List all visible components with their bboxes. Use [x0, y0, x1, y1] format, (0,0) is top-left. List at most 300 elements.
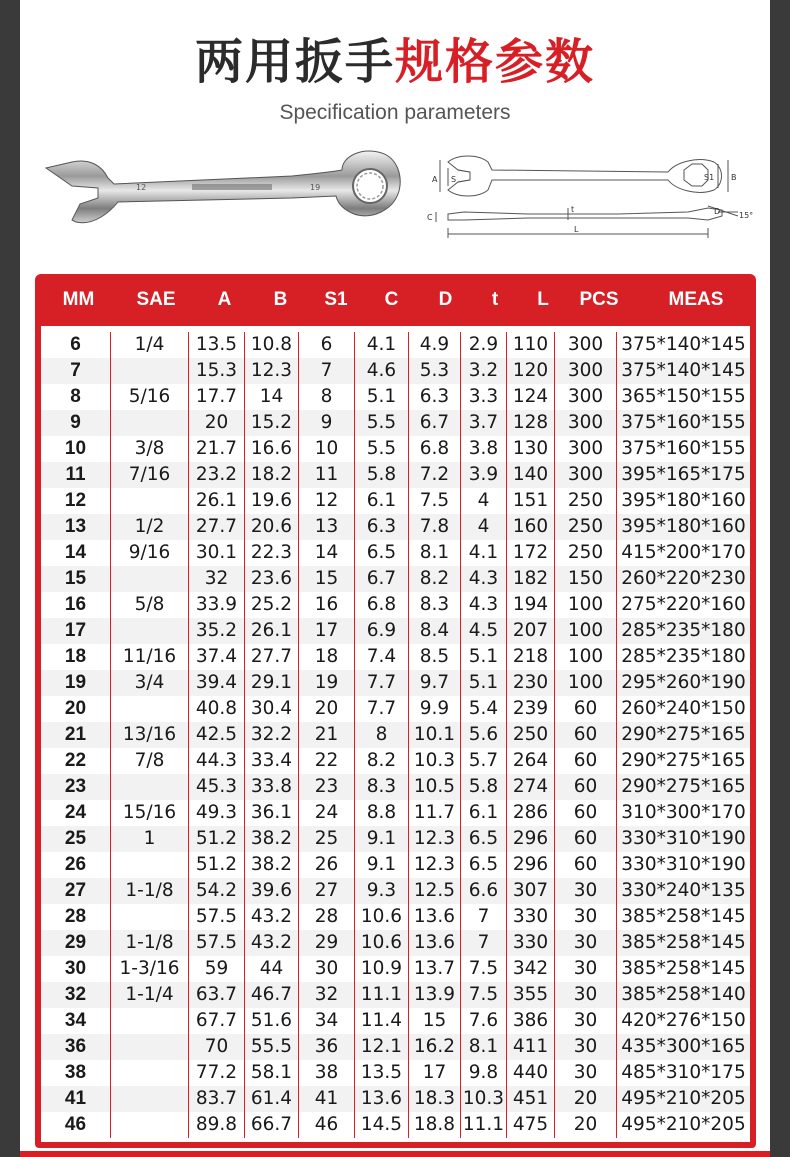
- drawing-label-t: t: [571, 205, 575, 214]
- cell-sae: 5/8: [111, 592, 189, 618]
- page-subtitle: Specification parameters: [279, 101, 511, 124]
- cell-t: 5.8: [461, 774, 507, 800]
- cell-sae: [111, 358, 189, 384]
- cell-sae: [111, 1112, 189, 1138]
- cell-sae: [111, 852, 189, 878]
- cell-d: 9.9: [409, 696, 461, 722]
- cell-s1: 13: [299, 514, 355, 540]
- cell-pcs: 60: [555, 852, 617, 878]
- table-row: [41, 514, 750, 540]
- cell-a: 15.3: [189, 358, 245, 384]
- cell-sae: 1: [111, 826, 189, 852]
- table-row: [41, 644, 750, 670]
- cell-l: 239: [507, 696, 555, 722]
- cell-l: 475: [507, 1112, 555, 1138]
- cell-s1: 20: [299, 696, 355, 722]
- cell-b: 16.6: [245, 436, 299, 462]
- cell-a: 70: [189, 1034, 245, 1060]
- cell-c: 6.9: [355, 618, 409, 644]
- cell-sae: [111, 1008, 189, 1034]
- cell-t: 9.8: [461, 1060, 507, 1086]
- cell-d: 12.3: [409, 826, 461, 852]
- cell-d: 8.1: [409, 540, 461, 566]
- table-row: [41, 826, 750, 852]
- cell-c: 8.8: [355, 800, 409, 826]
- spec-table: [35, 274, 756, 1148]
- cell-a: 23.2: [189, 462, 245, 488]
- cell-b: 10.8: [245, 332, 299, 358]
- cell-t: 4: [461, 514, 507, 540]
- cell-s1: 8: [299, 384, 355, 410]
- title-part-1: 两用扳手: [194, 34, 395, 90]
- page-title: [20, 30, 770, 94]
- cell-t: 7: [461, 930, 507, 956]
- table-row: [41, 800, 750, 826]
- cell-a: 57.5: [189, 904, 245, 930]
- cell-b: 44: [245, 956, 299, 982]
- cell-sae: [111, 618, 189, 644]
- cell-pcs: 100: [555, 670, 617, 696]
- cell-a: 40.8: [189, 696, 245, 722]
- cell-s1: 21: [299, 722, 355, 748]
- cell-d: 8.4: [409, 618, 461, 644]
- cell-meas: 290*275*165: [621, 750, 746, 771]
- table-row: [41, 1060, 750, 1086]
- cell-pcs: 60: [555, 696, 617, 722]
- cell-s1: 10: [299, 436, 355, 462]
- cell-t: 5.1: [461, 644, 507, 670]
- cell-meas: 330*240*135: [621, 880, 746, 901]
- cell-c: 6.7: [355, 566, 409, 592]
- table-row: [41, 540, 750, 566]
- table-row: [41, 1034, 750, 1060]
- cell-c: 10.9: [355, 956, 409, 982]
- cell-pcs: 60: [555, 722, 617, 748]
- cell-meas: 275*220*160: [621, 594, 746, 615]
- cell-d: 10.5: [409, 774, 461, 800]
- cell-a: 54.2: [189, 878, 245, 904]
- cell-s1: 16: [299, 592, 355, 618]
- drawing-label-c: C: [427, 213, 433, 222]
- cell-d: 6.3: [409, 384, 461, 410]
- cell-d: 6.8: [409, 436, 461, 462]
- wrench-photo-image: [42, 150, 402, 230]
- table-row: [41, 930, 750, 956]
- cell-pcs: 300: [555, 384, 617, 410]
- cell-d: 18.8: [409, 1112, 461, 1138]
- cell-l: 182: [507, 566, 555, 592]
- cell-s1: 7: [299, 358, 355, 384]
- table-row: [41, 774, 750, 800]
- cell-l: 218: [507, 644, 555, 670]
- cell-mm: 24: [41, 800, 111, 826]
- table-row: [41, 956, 750, 982]
- cell-c: 9.1: [355, 826, 409, 852]
- cell-t: 10.3: [461, 1086, 507, 1112]
- cell-l: 451: [507, 1086, 555, 1112]
- cell-b: 25.2: [245, 592, 299, 618]
- cell-b: 20.6: [245, 514, 299, 540]
- cell-meas: 385*258*145: [621, 906, 746, 927]
- column-header-a: A: [217, 289, 232, 310]
- cell-pcs: 60: [555, 800, 617, 826]
- cell-meas: 385*258*140: [621, 984, 746, 1005]
- cell-d: 13.9: [409, 982, 461, 1008]
- drawing-label-s: S: [451, 175, 457, 184]
- cell-s1: 9: [299, 410, 355, 436]
- cell-t: 2.9: [461, 332, 507, 358]
- cell-l: 130: [507, 436, 555, 462]
- cell-t: 5.4: [461, 696, 507, 722]
- cell-t: 3.7: [461, 410, 507, 436]
- cell-sae: 9/16: [111, 540, 189, 566]
- cell-d: 16.2: [409, 1034, 461, 1060]
- cell-b: 33.4: [245, 748, 299, 774]
- cell-b: 30.4: [245, 696, 299, 722]
- cell-t: 6.5: [461, 826, 507, 852]
- cell-b: 18.2: [245, 462, 299, 488]
- table-row: [41, 358, 750, 384]
- cell-a: 35.2: [189, 618, 245, 644]
- cell-pcs: 300: [555, 358, 617, 384]
- cell-b: 15.2: [245, 410, 299, 436]
- cell-pcs: 20: [555, 1086, 617, 1112]
- cell-sae: 1/4: [111, 332, 189, 358]
- cell-b: 38.2: [245, 826, 299, 852]
- cell-meas: 365*150*155: [621, 386, 746, 407]
- cell-t: 3.3: [461, 384, 507, 410]
- cell-l: 274: [507, 774, 555, 800]
- cell-c: 12.1: [355, 1034, 409, 1060]
- cell-s1: 30: [299, 956, 355, 982]
- cell-meas: 290*275*165: [621, 776, 746, 797]
- cell-a: 42.5: [189, 722, 245, 748]
- cell-mm: 7: [41, 358, 111, 384]
- cell-b: 43.2: [245, 904, 299, 930]
- drawing-label-b: B: [731, 173, 737, 182]
- drawing-label-s1: S1: [704, 173, 715, 182]
- cell-b: 66.7: [245, 1112, 299, 1138]
- cell-c: 5.5: [355, 436, 409, 462]
- cell-sae: [111, 410, 189, 436]
- cell-d: 8.3: [409, 592, 461, 618]
- cell-mm: 17: [41, 618, 111, 644]
- cell-mm: 8: [41, 384, 111, 410]
- cell-s1: 22: [299, 748, 355, 774]
- cell-d: 10.3: [409, 748, 461, 774]
- cell-meas: 310*300*170: [621, 802, 746, 823]
- cell-l: 307: [507, 878, 555, 904]
- cell-l: 230: [507, 670, 555, 696]
- cell-b: 33.8: [245, 774, 299, 800]
- cell-a: 63.7: [189, 982, 245, 1008]
- cell-t: 4.1: [461, 540, 507, 566]
- cell-l: 342: [507, 956, 555, 982]
- wrench-technical-drawing: [418, 150, 758, 242]
- cell-s1: 17: [299, 618, 355, 644]
- cell-sae: [111, 488, 189, 514]
- drawing-label-angle: 15°: [739, 211, 754, 220]
- cell-meas: 295*260*190: [621, 672, 746, 693]
- cell-meas: 260*220*230: [621, 568, 746, 589]
- cell-b: 38.2: [245, 852, 299, 878]
- cell-mm: 26: [41, 852, 111, 878]
- cell-meas: 330*310*190: [621, 828, 746, 849]
- table-row: [41, 852, 750, 878]
- cell-pcs: 250: [555, 488, 617, 514]
- cell-sae: [111, 1086, 189, 1112]
- cell-meas: 435*300*165: [621, 1036, 746, 1057]
- table-row: [41, 592, 750, 618]
- table-row: [41, 332, 750, 358]
- cell-a: 13.5: [189, 332, 245, 358]
- cell-b: 32.2: [245, 722, 299, 748]
- cell-a: 44.3: [189, 748, 245, 774]
- cell-b: 43.2: [245, 930, 299, 956]
- cell-mm: 28: [41, 904, 111, 930]
- cell-b: 55.5: [245, 1034, 299, 1060]
- cell-meas: 375*140*145: [621, 334, 746, 355]
- cell-t: 7: [461, 904, 507, 930]
- cell-c: 10.6: [355, 904, 409, 930]
- cell-sae: [111, 1034, 189, 1060]
- cell-meas: 375*140*145: [621, 360, 746, 381]
- cell-b: 14: [245, 384, 299, 410]
- title-part-2: 规格参数: [395, 34, 596, 90]
- cell-meas: 375*160*155: [621, 412, 746, 433]
- cell-meas: 495*210*205: [621, 1088, 746, 1109]
- cell-pcs: 250: [555, 514, 617, 540]
- cell-b: 39.6: [245, 878, 299, 904]
- cell-sae: [111, 696, 189, 722]
- cell-l: 120: [507, 358, 555, 384]
- table-row: [41, 904, 750, 930]
- cell-sae: 7/16: [111, 462, 189, 488]
- cell-a: 37.4: [189, 644, 245, 670]
- column-header-pcs: PCS: [579, 289, 619, 310]
- cell-mm: 29: [41, 930, 111, 956]
- cell-sae: [111, 774, 189, 800]
- cell-meas: 395*180*160: [621, 516, 746, 537]
- cell-d: 12.3: [409, 852, 461, 878]
- cell-l: 110: [507, 332, 555, 358]
- cell-l: 440: [507, 1060, 555, 1086]
- cell-b: 26.1: [245, 618, 299, 644]
- cell-l: 124: [507, 384, 555, 410]
- cell-d: 11.7: [409, 800, 461, 826]
- table-row: [41, 566, 750, 592]
- cell-c: 4.1: [355, 332, 409, 358]
- cell-a: 39.4: [189, 670, 245, 696]
- cell-s1: 24: [299, 800, 355, 826]
- cell-t: 6.6: [461, 878, 507, 904]
- cell-a: 33.9: [189, 592, 245, 618]
- cell-l: 330: [507, 930, 555, 956]
- cell-mm: 15: [41, 566, 111, 592]
- cell-d: 10.1: [409, 722, 461, 748]
- cell-b: 51.6: [245, 1008, 299, 1034]
- cell-l: 207: [507, 618, 555, 644]
- cell-b: 19.6: [245, 488, 299, 514]
- table-header-row: [35, 274, 756, 326]
- cell-a: 67.7: [189, 1008, 245, 1034]
- cell-b: 36.1: [245, 800, 299, 826]
- cell-l: 330: [507, 904, 555, 930]
- photo-engraving-right: 19: [310, 183, 321, 192]
- cell-l: 296: [507, 852, 555, 878]
- cell-t: 5.7: [461, 748, 507, 774]
- cell-a: 57.5: [189, 930, 245, 956]
- cell-meas: 260*240*150: [621, 698, 746, 719]
- cell-d: 12.5: [409, 878, 461, 904]
- cell-c: 13.5: [355, 1060, 409, 1086]
- cell-d: 18.3: [409, 1086, 461, 1112]
- cell-l: 250: [507, 722, 555, 748]
- cell-c: 8.3: [355, 774, 409, 800]
- table-body: [41, 326, 750, 1142]
- cell-t: 11.1: [461, 1112, 507, 1138]
- cell-d: 7.2: [409, 462, 461, 488]
- cell-mm: 23: [41, 774, 111, 800]
- cell-t: 7.6: [461, 1008, 507, 1034]
- cell-meas: 290*275*165: [621, 724, 746, 745]
- cell-sae: 1-1/4: [111, 982, 189, 1008]
- cell-l: 194: [507, 592, 555, 618]
- cell-d: 13.6: [409, 904, 461, 930]
- cell-sae: 13/16: [111, 722, 189, 748]
- cell-l: 411: [507, 1034, 555, 1060]
- cell-a: 20: [189, 410, 245, 436]
- cell-s1: 34: [299, 1008, 355, 1034]
- table-row: [41, 982, 750, 1008]
- cell-mm: 41: [41, 1086, 111, 1112]
- table-row: [41, 1112, 750, 1138]
- cell-s1: 6: [299, 332, 355, 358]
- cell-t: 5.6: [461, 722, 507, 748]
- cell-c: 7.4: [355, 644, 409, 670]
- table-row: [41, 436, 750, 462]
- cell-s1: 36: [299, 1034, 355, 1060]
- cell-c: 8.2: [355, 748, 409, 774]
- table-row: [41, 1086, 750, 1112]
- table-row: [41, 618, 750, 644]
- cell-s1: 19: [299, 670, 355, 696]
- cell-mm: 22: [41, 748, 111, 774]
- cell-s1: 25: [299, 826, 355, 852]
- cell-sae: 7/8: [111, 748, 189, 774]
- cell-c: 6.5: [355, 540, 409, 566]
- cell-c: 13.6: [355, 1086, 409, 1112]
- cell-a: 32: [189, 566, 245, 592]
- cell-meas: 395*165*175: [621, 464, 746, 485]
- cell-t: 4.3: [461, 592, 507, 618]
- cell-mm: 30: [41, 956, 111, 982]
- column-header-s1: S1: [324, 289, 348, 310]
- cell-l: 386: [507, 1008, 555, 1034]
- cell-sae: 1-1/8: [111, 930, 189, 956]
- cell-c: 14.5: [355, 1112, 409, 1138]
- cell-mm: 9: [41, 410, 111, 436]
- cell-c: 7.7: [355, 696, 409, 722]
- cell-b: 27.7: [245, 644, 299, 670]
- column-header-meas: MEAS: [668, 289, 724, 310]
- table-row: [41, 722, 750, 748]
- drawing-label-d: D: [714, 207, 721, 216]
- cell-d: 9.7: [409, 670, 461, 696]
- cell-d: 8.5: [409, 644, 461, 670]
- cell-mm: 32: [41, 982, 111, 1008]
- cell-d: 4.9: [409, 332, 461, 358]
- cell-mm: 34: [41, 1008, 111, 1034]
- table-row: [41, 488, 750, 514]
- cell-mm: 25: [41, 826, 111, 852]
- column-header-l: L: [537, 289, 549, 310]
- cell-meas: 330*310*190: [621, 854, 746, 875]
- cell-c: 8: [355, 722, 409, 748]
- cell-c: 5.8: [355, 462, 409, 488]
- cell-pcs: 60: [555, 826, 617, 852]
- cell-s1: 38: [299, 1060, 355, 1086]
- cell-pcs: 100: [555, 618, 617, 644]
- cell-t: 7.5: [461, 982, 507, 1008]
- cell-mm: 38: [41, 1060, 111, 1086]
- cell-mm: 16: [41, 592, 111, 618]
- cell-d: 5.3: [409, 358, 461, 384]
- cell-sae: 1-3/16: [111, 956, 189, 982]
- cell-pcs: 150: [555, 566, 617, 592]
- cell-mm: 21: [41, 722, 111, 748]
- cell-pcs: 300: [555, 462, 617, 488]
- cell-pcs: 30: [555, 1060, 617, 1086]
- cell-l: 140: [507, 462, 555, 488]
- cell-mm: 12: [41, 488, 111, 514]
- cell-pcs: 300: [555, 332, 617, 358]
- table-row: [41, 384, 750, 410]
- cell-c: 10.6: [355, 930, 409, 956]
- cell-a: 51.2: [189, 852, 245, 878]
- cell-sae: 11/16: [111, 644, 189, 670]
- cell-d: 6.7: [409, 410, 461, 436]
- cell-t: 4.5: [461, 618, 507, 644]
- cell-c: 11.1: [355, 982, 409, 1008]
- cell-sae: 1-1/8: [111, 878, 189, 904]
- cell-t: 6.1: [461, 800, 507, 826]
- cell-pcs: 30: [555, 878, 617, 904]
- cell-t: 4.3: [461, 566, 507, 592]
- cell-mm: 13: [41, 514, 111, 540]
- cell-pcs: 30: [555, 930, 617, 956]
- cell-meas: 285*235*180: [621, 620, 746, 641]
- cell-s1: 27: [299, 878, 355, 904]
- cell-meas: 420*276*150: [621, 1010, 746, 1031]
- table-row: [41, 696, 750, 722]
- cell-mm: 14: [41, 540, 111, 566]
- cell-pcs: 100: [555, 592, 617, 618]
- cell-meas: 385*258*145: [621, 958, 746, 979]
- cell-mm: 27: [41, 878, 111, 904]
- cell-mm: 46: [41, 1112, 111, 1138]
- column-header-mm: MM: [62, 289, 95, 310]
- cell-pcs: 300: [555, 410, 617, 436]
- cell-pcs: 60: [555, 748, 617, 774]
- cell-c: 4.6: [355, 358, 409, 384]
- cell-d: 17: [409, 1060, 461, 1086]
- cell-pcs: 300: [555, 436, 617, 462]
- cell-meas: 495*210*205: [621, 1114, 746, 1135]
- cell-d: 13.6: [409, 930, 461, 956]
- cell-b: 61.4: [245, 1086, 299, 1112]
- cell-mm: 6: [41, 332, 111, 358]
